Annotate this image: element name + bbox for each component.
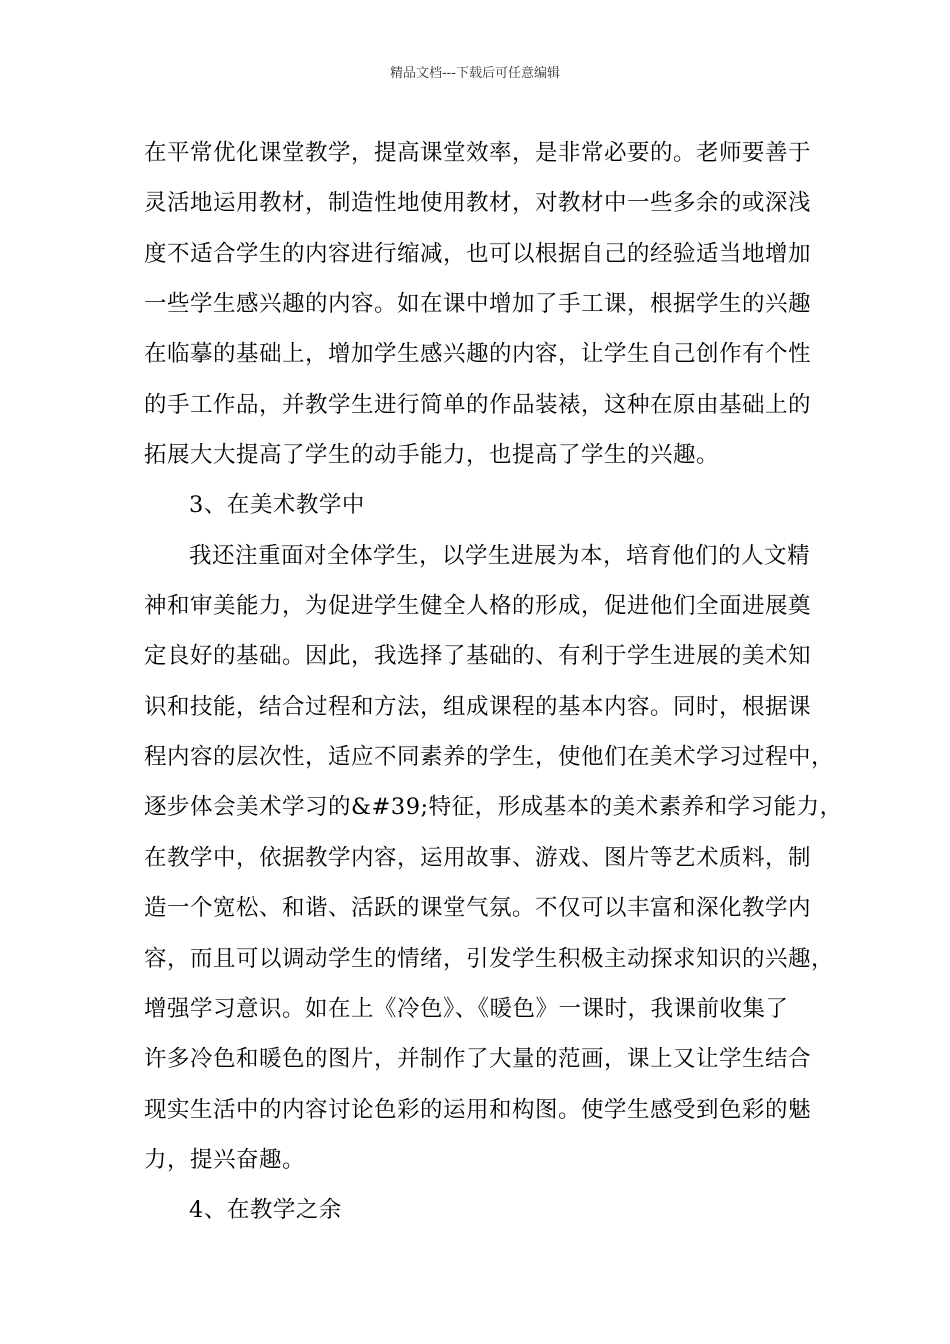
paragraph-line: 灵活地运用教材，制造性地使用教材，对教材中一些多余的或深浅 — [144, 190, 812, 217]
paragraph-line: 在平常优化课堂教学，提高课堂效率，是非常必要的。老师要善于 — [144, 140, 812, 166]
section-heading: 4、在教学之余 — [189, 1197, 342, 1224]
paragraph-line: 逐步体会美术学习的&#39;特征，形成基本的美术素养和学习能力， — [144, 794, 843, 821]
section-heading: 3、在美术教学中 — [189, 492, 365, 519]
paragraph-line: 增强学习意识。如在上《冷色》、《暖色》一课时，我课前收集了 — [144, 995, 789, 1022]
paragraph-line: 一些学生感兴趣的内容。如在课中增加了手工课，根据学生的兴趣 — [144, 291, 812, 318]
paragraph-line: 在教学中，依据教学内容，运用故事、游戏、图片等艺术质料，制 — [144, 844, 812, 871]
paragraph-line: 拓展大大提高了学生的动手能力，也提高了学生的兴趣。 — [144, 442, 720, 469]
paragraph-line: 我还注重面对全体学生，以学生进展为本，培育他们的人文精 — [189, 542, 811, 569]
paragraph-line: 许多冷色和暖色的图片，并制作了大量的范画，课上又让学生结合 — [144, 1046, 812, 1073]
page-header: 精品文档---下载后可任意编辑 — [389, 66, 561, 81]
paragraph-line: 力，提兴奋趣。 — [144, 1146, 306, 1173]
paragraph-line: 现实生活中的内容讨论色彩的运用和构图。使学生感受到色彩的魅 — [144, 1096, 812, 1123]
paragraph-line: 在临摹的基础上，增加学生感兴趣的内容，让学生自己创作有个性 — [144, 341, 812, 368]
paragraph-line: 神和审美能力，为促进学生健全人格的形成，促进他们全面进展奠 — [144, 593, 812, 620]
paragraph-line: 程内容的层次性，适应不同素养的学生，使他们在美术学习过程中， — [144, 744, 835, 771]
paragraph-line: 容，而且可以调动学生的情绪，引发学生积极主动探求知识的兴趣， — [144, 945, 835, 972]
paragraph-line: 造一个宽松、和谐、活跃的课堂气氛。不仅可以丰富和深化教学内 — [144, 895, 812, 922]
paragraph-line: 识和技能，结合过程和方法，组成课程的基本内容。同时，根据课 — [144, 693, 812, 720]
document-body — [144, 128, 864, 1236]
paragraph-line: 定良好的基础。因此，我选择了基础的、有利于学生进展的美术知 — [144, 643, 812, 670]
paragraph-line: 的手工作品，并教学生进行简单的作品装裱，这种在原由基础上的 — [144, 391, 812, 418]
paragraph-line: 度不适合学生的内容进行缩减，也可以根据自己的经验适当地增加 — [144, 240, 812, 267]
